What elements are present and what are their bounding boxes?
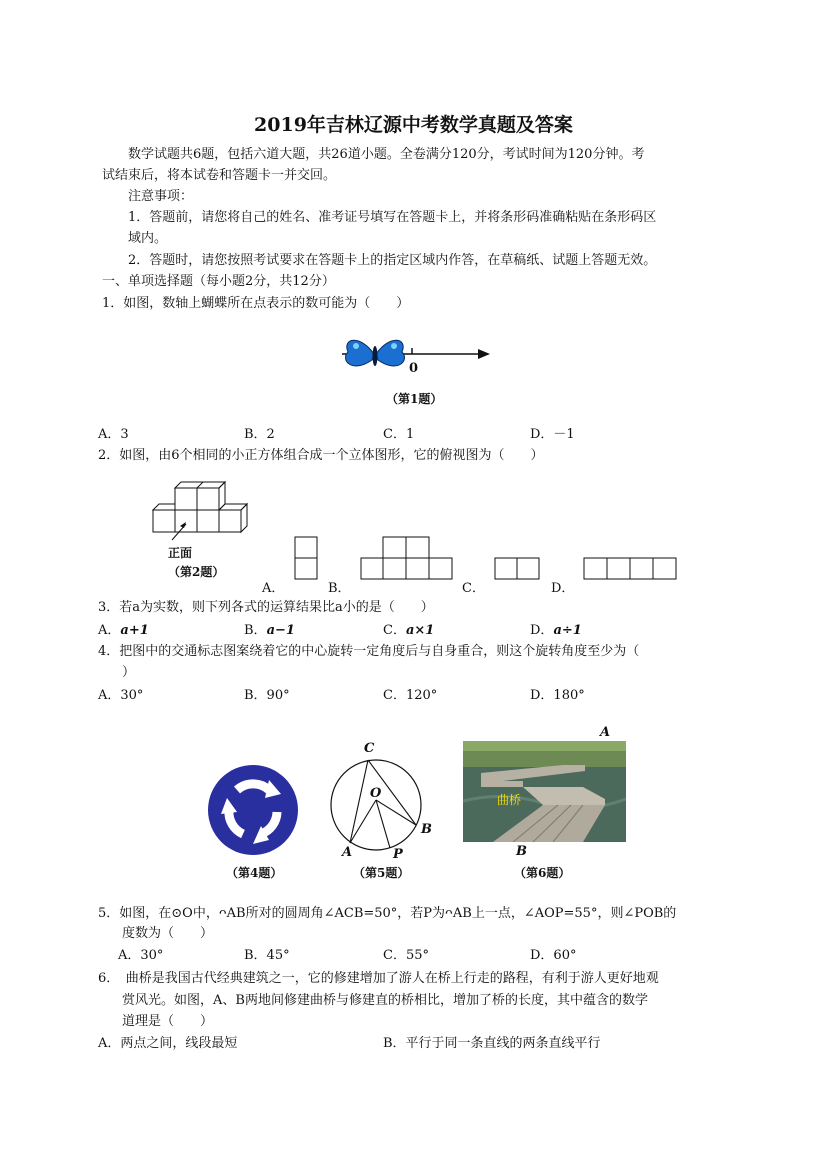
q3-option-c: C．a×1 (383, 623, 435, 638)
zigzag-bridge-photo (463, 741, 626, 842)
q4-option-d: D．180° (530, 688, 585, 703)
q2-option-d: D． (551, 581, 575, 596)
q6-label-a: A (600, 725, 611, 740)
intro-line-2: 试结束后，将本试卷和答题卡一并交回。 (102, 168, 337, 183)
q1-option-a: A．3 (98, 427, 129, 442)
q4-option-b: B．90° (244, 688, 290, 703)
intro-line-1: 数学试题共6题，包括六道大题，共26道小题。全卷满分120分，考试时间为120分钟。考 (128, 147, 645, 162)
note-1-line-1: 1．答题前，请您将自己的姓名、准考证号填写在答题卡上，并将条形码准确粘贴在条形码区 (128, 210, 657, 225)
q5-label-o: O (370, 786, 382, 801)
page-title: 2019年吉林辽源中考数学真题及答案 (254, 114, 573, 136)
q4-stem-line-2: ） (122, 665, 136, 680)
q5-option-b: B．45° (244, 948, 290, 963)
q1-zero-label: 0 (409, 361, 419, 376)
q3-stem: 3．若a为实数，则下列各式的运算结果比a小的是（ ） (98, 600, 434, 615)
q5-caption: （第5题） (353, 866, 410, 880)
q2-option-a: A． (262, 581, 285, 596)
q2-front-label: 正面 (168, 546, 193, 560)
q2-stem: 2．如图，由6个相同的小正方体组合成一个立体图形，它的俯视图为（ ） (98, 448, 544, 463)
q5-label-a: A (342, 845, 353, 860)
q6-stem-line-2: 赏风光。如图，A、B两地间修建曲桥与修建直的桥相比，增加了桥的长度，其中蕴含的数学 (122, 993, 648, 1008)
q5-stem-line-2: 度数为（ ） (122, 926, 214, 941)
notice-heading: 注意事项： (128, 189, 194, 204)
q6-label-b: B (516, 844, 527, 859)
q2-option-c: C． (462, 581, 485, 596)
q2-caption: （第2题） (168, 565, 225, 579)
q2-option-c-figure (494, 557, 544, 583)
q4-stem-line-1: 4．把图中的交通标志图案绕着它的中心旋转一定角度后与自身重合，则这个旋转角度至少为（ (98, 644, 640, 659)
q3-option-d: D．a÷1 (530, 623, 582, 638)
q5-stem-line-1: 5．如图，在⊙O中，ᴖAB所对的圆周角∠ACB=50°，若P为ᴖAB上一点，∠AOP=55°，则∠POB的 (98, 906, 677, 921)
q4-option-a: A．30° (98, 688, 144, 703)
note-1-line-2: 域内。 (128, 231, 168, 246)
q5-option-d: D．60° (530, 948, 577, 963)
q2-option-b: B． (328, 581, 351, 596)
roundabout-sign-icon (207, 764, 299, 856)
q6-stem-line-3: 道理是（ ） (122, 1014, 214, 1029)
q5-label-c: C (364, 741, 375, 756)
butterfly-icon (345, 340, 404, 366)
q1-option-d: D．－1 (530, 427, 575, 442)
q1-option-c: C．1 (383, 427, 415, 442)
q1-option-b: B．2 (244, 427, 275, 442)
q5-option-c: C．55° (383, 948, 429, 963)
q4-caption: （第4题） (226, 866, 283, 880)
q6-option-a: A．两点之间，线段最短 (98, 1036, 238, 1051)
section-heading: 一、单项选择题（每小题2分，共12分） (102, 274, 335, 289)
q1-caption: （第1题） (386, 392, 443, 406)
q5-option-a: A．30° (118, 948, 164, 963)
q3-option-b: B．a−1 (244, 623, 295, 638)
q5-label-b: B (421, 822, 432, 837)
q1-stem: 1．如图，数轴上蝴蝶所在点表示的数可能为（ ） (102, 296, 410, 311)
q6-photo-label: 曲桥 (497, 793, 522, 807)
q6-stem-line-1: 6． 曲桥是我国古代经典建筑之一，它的修建增加了游人在桥上行走的路程，有利于游人更好地观 (98, 971, 659, 986)
q2-option-a-figure (294, 536, 320, 582)
q5-label-p: P (393, 847, 403, 862)
note-2: 2．答题时，请您按照考试要求在答题卡上的指定区域内作答，在草稿纸、试题上答题无效。 (128, 253, 657, 268)
q2-option-b-figure (360, 536, 456, 582)
q2-option-d-figure (583, 557, 679, 583)
q4-option-c: C．120° (383, 688, 438, 703)
q2-cube-stack-figure (148, 476, 258, 554)
q6-option-b: B．平行于同一条直线的两条直线平行 (383, 1036, 601, 1051)
q3-option-a: A．a+1 (98, 623, 149, 638)
q6-caption: （第6题） (514, 866, 571, 880)
